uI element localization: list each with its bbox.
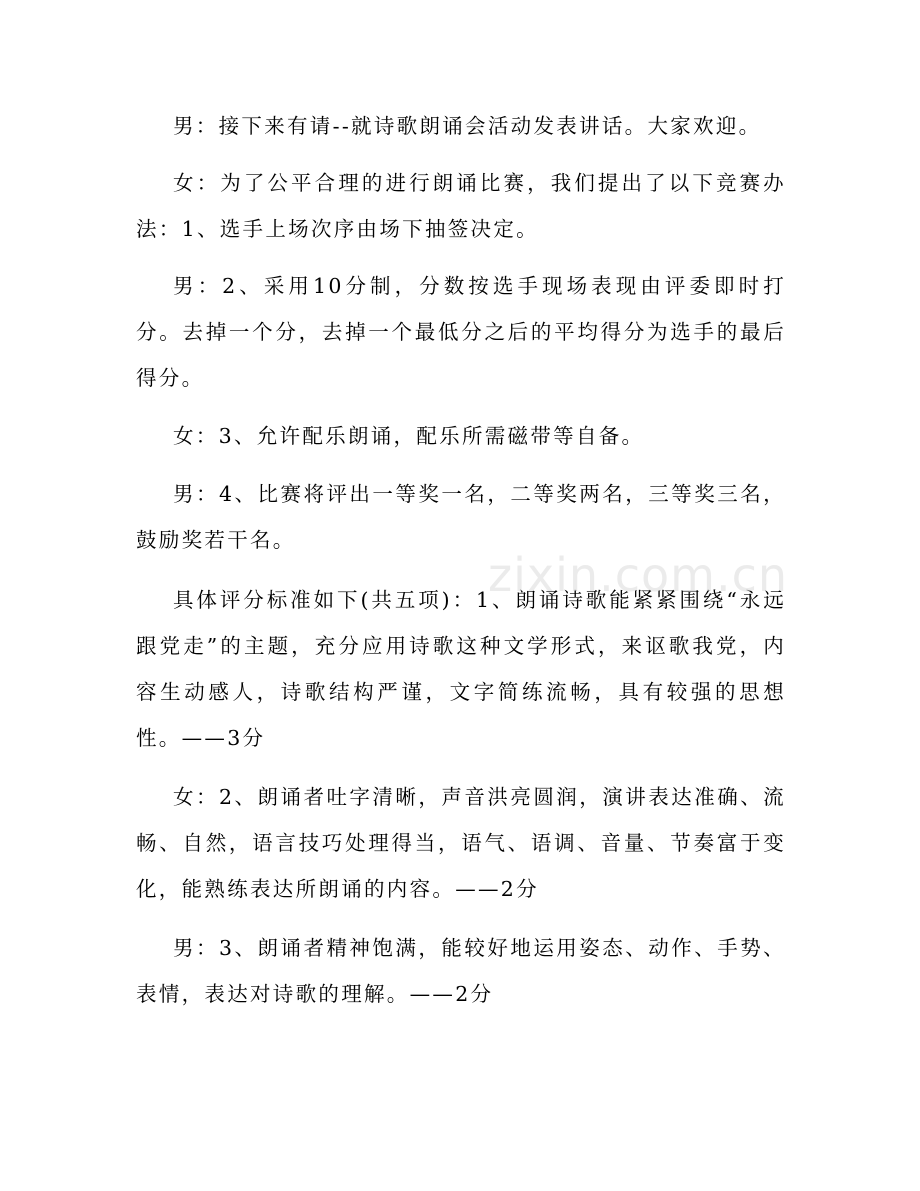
paragraph-2: 女：为了公平合理的进行朗诵比赛，我们提出了以下竞赛办法：1、选手上场次序由场下抽签决定。 <box>136 171 786 241</box>
paragraph-8: 男：3、朗诵者精神饱满，能较好地运用姿态、动作、手势、表情，表达对诗歌的理解。——2分 <box>136 936 786 1006</box>
watermark: zixin.com.cn <box>488 548 789 602</box>
paragraph-1: 男：接下来有请--就诗歌朗诵会活动发表讲话。大家欢迎。 <box>173 114 762 138</box>
paragraph-5: 男：4、比赛将评出一等奖一名，二等奖两名，三等奖三名，鼓励奖若干名。 <box>136 482 786 552</box>
paragraph-3: 男：2、采用10分制，分数按选手现场表现由评委即时打分。去掉一个分，去掉一个最低分之后的平均得分为选手的最后得分。 <box>136 274 786 390</box>
paragraph-4: 女：3、允许配乐朗诵，配乐所需磁带等自备。 <box>173 424 645 448</box>
paragraph-6: 具体评分标准如下(共五项)：1、朗诵诗歌能紧紧围绕“永远跟党走”的主题，充分应用诗歌这种文学形式，来讴歌我党，内容生动感人，诗歌结构严谨，文字简练流畅，具有较强的思想性。——3分 <box>136 588 786 750</box>
paragraph-7: 女：2、朗诵者吐字清晰，声音洪亮圆润，演讲表达准确、流畅、自然，语言技巧处理得当，语气、语调、音量、节奏富于变化，能熟练表达所朗诵的内容。——2分 <box>136 785 786 901</box>
document-body <box>136 103 789 1043</box>
